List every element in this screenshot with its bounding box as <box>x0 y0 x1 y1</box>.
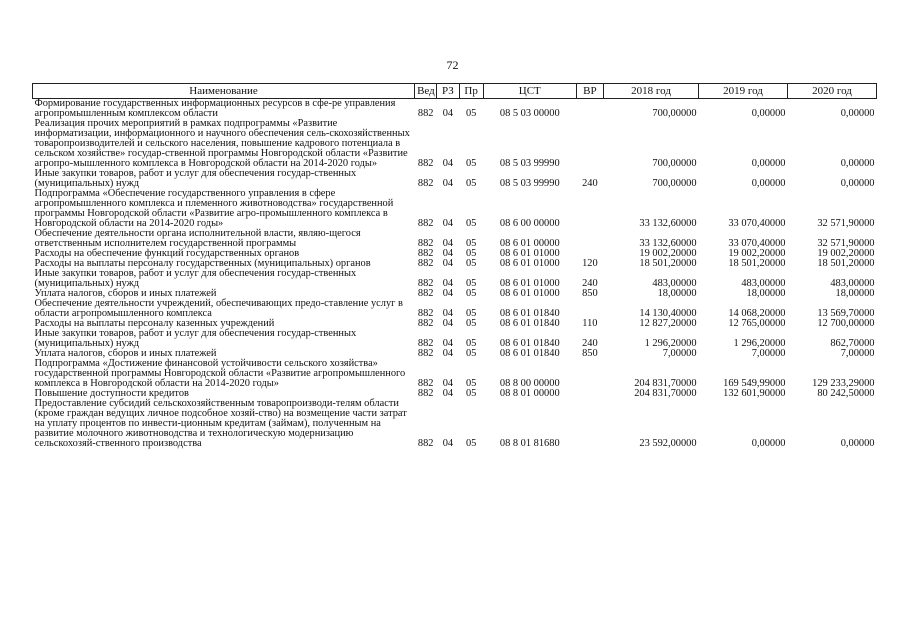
row-vr <box>576 119 603 169</box>
row-cst: 08 5 03 99990 <box>499 158 560 169</box>
header-cst: ЦСТ <box>483 84 576 99</box>
table-row <box>33 329 877 349</box>
row-2019: 132 601,90000 <box>723 388 786 399</box>
table-row <box>33 189 877 229</box>
row-ved: 882 <box>417 258 434 269</box>
row-2018: 18,00000 <box>657 288 697 299</box>
row-2020: 19 002,20000 <box>817 248 875 259</box>
row-2019: 33 070,40000 <box>728 238 786 249</box>
table-row <box>33 99 877 120</box>
row-name: Предоставление субсидий сельскохозяйственным товаропроизводи-телям области (кроме граждан ведущих личное подсобное хозяй-ство) на возмещение части затрат на уплату процентов по инвести-ционным кредитам (займам), полученным на развитие молочного животноводства и технологическую модернизацию сельскохозяй-ственного производства <box>34 398 407 449</box>
row-2020: 18,00000 <box>835 288 875 299</box>
row-vr <box>576 299 603 319</box>
header-rz: РЗ <box>437 84 459 99</box>
table-row <box>33 169 877 189</box>
row-2018: 204 831,70000 <box>634 378 697 389</box>
row-cst: 08 8 00 00000 <box>499 378 560 389</box>
row-ved: 882 <box>417 158 434 169</box>
row-2019: 0,00000 <box>751 178 786 189</box>
header-2019: 2019 год <box>699 84 788 99</box>
row-2020: 80 242,50000 <box>817 388 875 399</box>
row-2020: 0,00000 <box>840 108 875 119</box>
table-row <box>33 229 877 249</box>
row-rz: 04 <box>442 158 454 169</box>
row-2018: 33 132,60000 <box>639 218 697 229</box>
row-name: Обеспечение деятельности органа исполнительной власти, являю-щегося ответственным исполнителем государственной программы <box>34 228 361 249</box>
row-pr: 05 <box>465 438 477 449</box>
row-pr: 05 <box>465 158 477 169</box>
row-2020: 129 233,29000 <box>812 378 875 389</box>
row-2019: 7,00000 <box>751 348 786 359</box>
row-pr: 05 <box>465 248 477 259</box>
row-2019: 14 068,20000 <box>728 308 786 319</box>
row-name: Формирование государственных информационных ресурсов в сфе-ре управления агропромышленным комплексом области <box>34 98 396 119</box>
row-cst: 08 8 01 00000 <box>499 388 560 399</box>
table-row <box>33 359 877 389</box>
row-2019: 0,00000 <box>751 438 786 449</box>
row-2020: 0,00000 <box>840 438 875 449</box>
row-pr: 05 <box>465 348 477 359</box>
row-name: Иные закупки товаров, работ и услуг для обеспечения государ-ственных (муниципальных) нужд <box>34 268 357 289</box>
row-2018: 12 827,20000 <box>639 318 697 329</box>
row-rz: 04 <box>442 278 454 289</box>
row-ved: 882 <box>417 318 434 329</box>
row-pr: 05 <box>465 338 477 349</box>
row-cst: 08 6 00 00000 <box>499 218 560 229</box>
row-vr: 120 <box>582 258 598 269</box>
row-name: Расходы на выплаты персоналу государственных (муниципальных) органов <box>34 258 371 269</box>
row-cst: 08 6 01 01840 <box>499 308 560 319</box>
row-rz: 04 <box>442 238 454 249</box>
row-pr: 05 <box>465 218 477 229</box>
page-number: 72 <box>446 58 459 72</box>
row-vr <box>576 389 603 399</box>
row-name: Уплата налогов, сборов и иных платежей <box>34 348 217 359</box>
row-name: Подпрограмма «Достижение финансовой устойчивости сельского хозяйства» государственной программы Новгородской области «Развитие агропромышленного комплекса в Новгородской области на 2014-2020 годы» <box>34 358 406 389</box>
row-2018: 700,00000 <box>652 158 697 169</box>
row-2019: 169 549,99000 <box>723 378 786 389</box>
row-2019: 483,00000 <box>741 278 786 289</box>
row-ved: 882 <box>417 338 434 349</box>
row-rz: 04 <box>442 178 454 189</box>
row-name: Повышение доступности кредитов <box>34 388 189 399</box>
row-2018: 700,00000 <box>652 178 697 189</box>
row-2020: 13 569,70000 <box>817 308 875 319</box>
row-name: Расходы на выплаты персоналу казенных учреждений <box>34 318 275 329</box>
row-rz: 04 <box>442 248 454 259</box>
row-2020: 0,00000 <box>840 178 875 189</box>
header-2020: 2020 год <box>787 84 876 99</box>
row-vr <box>576 399 603 449</box>
row-2018: 33 132,60000 <box>639 238 697 249</box>
row-2020: 483,00000 <box>830 278 875 289</box>
header-vr: ВР <box>576 84 603 99</box>
row-cst: 08 6 01 01000 <box>499 258 560 269</box>
row-ved: 882 <box>417 238 434 249</box>
row-cst: 08 6 01 00000 <box>499 238 560 249</box>
row-2019: 18 501,20000 <box>728 258 786 269</box>
row-ved: 882 <box>417 288 434 299</box>
row-rz: 04 <box>442 308 454 319</box>
header-name: Наименование <box>33 84 415 99</box>
row-cst: 08 5 03 99990 <box>499 178 560 189</box>
row-ved: 882 <box>417 178 434 189</box>
row-2019: 19 002,20000 <box>728 248 786 259</box>
row-cst: 08 6 01 01840 <box>499 348 560 359</box>
table-header <box>33 84 877 99</box>
row-2020: 7,00000 <box>840 348 875 359</box>
row-ved: 882 <box>417 378 434 389</box>
row-cst: 08 8 01 81680 <box>499 438 560 449</box>
row-vr: 240 <box>582 178 598 189</box>
row-cst: 08 6 01 01840 <box>499 318 560 329</box>
row-2019: 18,00000 <box>746 288 786 299</box>
row-2020: 12 700,00000 <box>817 318 875 329</box>
row-2020: 18 501,20000 <box>817 258 875 269</box>
row-2019: 33 070,40000 <box>728 218 786 229</box>
row-ved: 882 <box>417 308 434 319</box>
row-2018: 14 130,40000 <box>639 308 697 319</box>
header-pr: Пр <box>459 84 483 99</box>
row-2018: 483,00000 <box>652 278 697 289</box>
row-vr: 850 <box>582 348 598 359</box>
row-2020: 32 571,90000 <box>817 238 875 249</box>
row-2018: 1 296,20000 <box>644 338 697 349</box>
row-vr <box>576 189 603 229</box>
row-cst: 08 6 01 01000 <box>499 288 560 299</box>
row-cst: 08 5 03 00000 <box>499 108 560 119</box>
row-rz: 04 <box>442 108 454 119</box>
table-body <box>33 99 877 450</box>
row-rz: 04 <box>442 348 454 359</box>
row-2018: 23 592,00000 <box>639 438 697 449</box>
row-2019: 0,00000 <box>751 158 786 169</box>
row-rz: 04 <box>442 388 454 399</box>
row-rz: 04 <box>442 218 454 229</box>
row-name: Расходы на обеспечение функций государственных органов <box>34 248 300 259</box>
row-pr: 05 <box>465 108 477 119</box>
row-ved: 882 <box>417 248 434 259</box>
row-name: Реализация прочих мероприятий в рамках подпрограммы «Развитие информатизации, информационного и научного обеспечения сель-скохозяйственных товаропроизводителей и сельского населения, повышение кадрового потенциала в сельском хозяйстве» государ-ственной программы Новгородской области «Развитие агропро-мышленного комплекса в Новгородской области на 2014-2020 годы» <box>34 118 410 169</box>
row-ved: 882 <box>417 438 434 449</box>
row-rz: 04 <box>442 258 454 269</box>
row-pr: 05 <box>465 378 477 389</box>
row-2020: 0,00000 <box>840 158 875 169</box>
row-vr: 850 <box>582 288 598 299</box>
row-ved: 882 <box>417 348 434 359</box>
row-2020: 32 571,90000 <box>817 218 875 229</box>
row-ved: 882 <box>417 388 434 399</box>
row-cst: 08 6 01 01000 <box>499 278 560 289</box>
row-pr: 05 <box>465 308 477 319</box>
row-ved: 882 <box>417 278 434 289</box>
row-pr: 05 <box>465 278 477 289</box>
row-vr: 240 <box>582 338 598 349</box>
row-rz: 04 <box>442 378 454 389</box>
row-pr: 05 <box>465 288 477 299</box>
table-row <box>33 119 877 169</box>
row-name: Иные закупки товаров, работ и услуг для обеспечения государ-ственных (муниципальных) нужд <box>34 328 357 349</box>
row-ved: 882 <box>417 108 434 119</box>
row-2019: 1 296,20000 <box>733 338 786 349</box>
row-rz: 04 <box>442 338 454 349</box>
row-vr <box>576 99 603 120</box>
row-name: Уплата налогов, сборов и иных платежей <box>34 288 217 299</box>
row-pr: 05 <box>465 388 477 399</box>
row-2018: 19 002,20000 <box>639 248 697 259</box>
row-vr: 240 <box>582 278 598 289</box>
row-cst: 08 6 01 01000 <box>499 248 560 259</box>
row-2018: 204 831,70000 <box>634 388 697 399</box>
row-rz: 04 <box>442 288 454 299</box>
row-2018: 18 501,20000 <box>639 258 697 269</box>
row-vr <box>576 359 603 389</box>
row-2020: 862,70000 <box>830 338 875 349</box>
row-pr: 05 <box>465 258 477 269</box>
table-row <box>33 269 877 289</box>
row-pr: 05 <box>465 318 477 329</box>
row-2018: 700,00000 <box>652 108 697 119</box>
budget-table <box>32 83 877 449</box>
row-2018: 7,00000 <box>662 348 697 359</box>
row-name: Подпрограмма «Обеспечение государственного управления в сфере агропромышленного комплекса и племенного животноводства» государственной программы Новгородской области «Развитие агро-промышленного комплекса в Новгородской области на 2014-2020 годы» <box>34 188 394 229</box>
header-2018: 2018 год <box>604 84 699 99</box>
table-row <box>33 299 877 319</box>
table-row <box>33 399 877 449</box>
row-cst: 08 6 01 01840 <box>499 338 560 349</box>
row-2019: 0,00000 <box>751 108 786 119</box>
row-ved: 882 <box>417 218 434 229</box>
row-name: Обеспечение деятельности учреждений, обеспечивающих предо-ставление услуг в области агропромышленного комплекса <box>34 298 403 319</box>
row-vr <box>576 229 603 249</box>
row-name: Иные закупки товаров, работ и услуг для обеспечения государ-ственных (муниципальных) нужд <box>34 168 357 189</box>
row-2019: 12 765,00000 <box>728 318 786 329</box>
row-rz: 04 <box>442 438 454 449</box>
row-pr: 05 <box>465 238 477 249</box>
row-pr: 05 <box>465 178 477 189</box>
row-vr: 110 <box>582 318 598 329</box>
header-ved: Вед <box>415 84 437 99</box>
row-rz: 04 <box>442 318 454 329</box>
